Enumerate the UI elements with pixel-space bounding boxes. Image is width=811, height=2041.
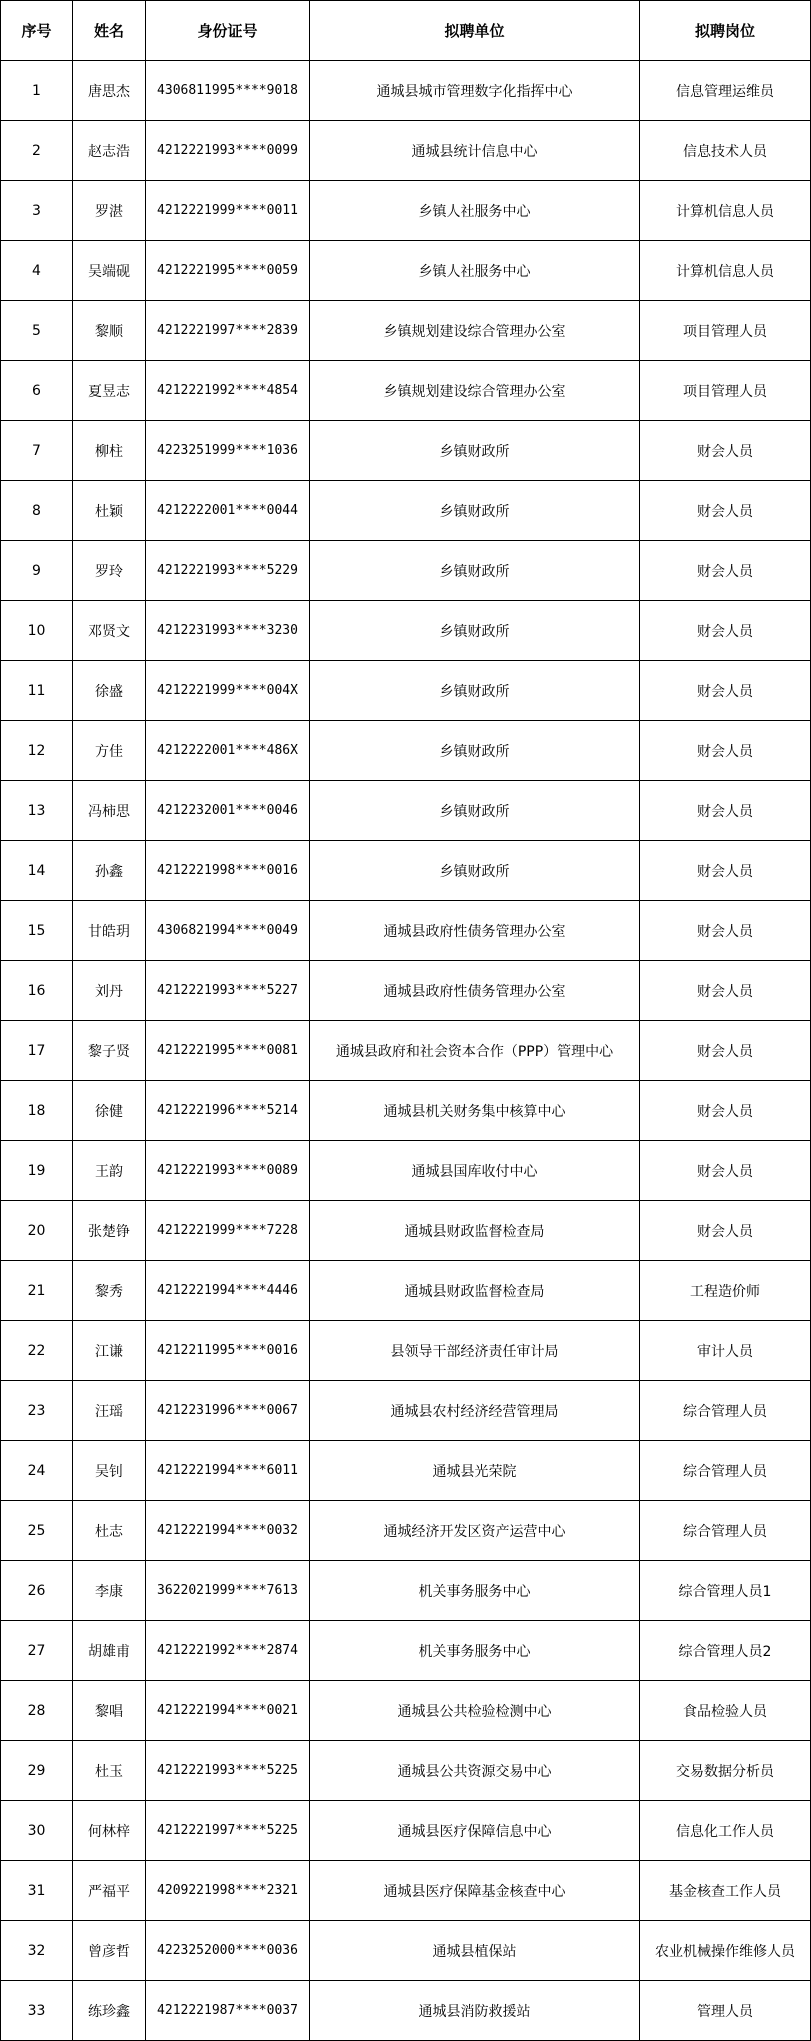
table-row [1, 541, 811, 601]
cell-name: 徐盛 [73, 661, 146, 721]
table-row [1, 1441, 811, 1501]
cell-hiring-unit: 乡镇财政所 [310, 721, 640, 781]
cell-id-number: 4306821994****0049 [146, 901, 310, 961]
cell-id-number: 4212222001****486X [146, 721, 310, 781]
table-row [1, 181, 811, 241]
cell-hiring-unit: 乡镇财政所 [310, 841, 640, 901]
header-row [1, 1, 811, 61]
cell-hiring-unit: 乡镇规划建设综合管理办公室 [310, 301, 640, 361]
cell-hiring-post: 农业机械操作维修人员 [640, 1921, 811, 1981]
cell-name: 刘丹 [73, 961, 146, 1021]
table-header [1, 1, 811, 61]
cell-id-number: 4212232001****0046 [146, 781, 310, 841]
table-row [1, 1561, 811, 1621]
table-row [1, 1381, 811, 1441]
cell-name: 江谦 [73, 1321, 146, 1381]
cell-serial-no: 3 [1, 181, 73, 241]
cell-serial-no: 17 [1, 1021, 73, 1081]
table-row [1, 1741, 811, 1801]
cell-hiring-post: 基金核查工作人员 [640, 1861, 811, 1921]
header-name: 姓名 [73, 1, 146, 61]
cell-hiring-post: 综合管理人员 [640, 1501, 811, 1561]
cell-hiring-unit: 机关事务服务中心 [310, 1561, 640, 1621]
cell-serial-no: 26 [1, 1561, 73, 1621]
cell-name: 吴钊 [73, 1441, 146, 1501]
cell-hiring-unit: 通城县公共检验检测中心 [310, 1681, 640, 1741]
cell-name: 邓贤文 [73, 601, 146, 661]
table-row [1, 901, 811, 961]
cell-id-number: 4212221987****0037 [146, 1981, 310, 2041]
cell-hiring-post: 财会人员 [640, 841, 811, 901]
cell-hiring-unit: 乡镇财政所 [310, 421, 640, 481]
cell-serial-no: 28 [1, 1681, 73, 1741]
cell-hiring-unit: 通城县财政监督检查局 [310, 1201, 640, 1261]
cell-id-number: 4212221992****4854 [146, 361, 310, 421]
cell-id-number: 4212221993****5229 [146, 541, 310, 601]
cell-name: 练珍鑫 [73, 1981, 146, 2041]
cell-hiring-unit: 通城县光荣院 [310, 1441, 640, 1501]
cell-serial-no: 16 [1, 961, 73, 1021]
cell-hiring-unit: 县领导干部经济责任审计局 [310, 1321, 640, 1381]
cell-hiring-unit: 通城县医疗保障基金核查中心 [310, 1861, 640, 1921]
cell-id-number: 4212221999****0011 [146, 181, 310, 241]
cell-hiring-unit: 通城县消防救援站 [310, 1981, 640, 2041]
table-row [1, 301, 811, 361]
header-id-number: 身份证号 [146, 1, 310, 61]
cell-serial-no: 33 [1, 1981, 73, 2041]
cell-id-number: 4223251999****1036 [146, 421, 310, 481]
header-hiring-post: 拟聘岗位 [640, 1, 811, 61]
table-row [1, 361, 811, 421]
cell-serial-no: 15 [1, 901, 73, 961]
cell-hiring-post: 计算机信息人员 [640, 241, 811, 301]
cell-id-number: 4212222001****0044 [146, 481, 310, 541]
cell-id-number: 4306811995****9018 [146, 61, 310, 121]
cell-hiring-post: 财会人员 [640, 421, 811, 481]
cell-serial-no: 21 [1, 1261, 73, 1321]
table-row [1, 1321, 811, 1381]
cell-name: 严福平 [73, 1861, 146, 1921]
table-row [1, 121, 811, 181]
cell-id-number: 4212221999****004X [146, 661, 310, 721]
cell-serial-no: 29 [1, 1741, 73, 1801]
table-row [1, 721, 811, 781]
cell-serial-no: 22 [1, 1321, 73, 1381]
cell-id-number: 4212221994****4446 [146, 1261, 310, 1321]
cell-serial-no: 10 [1, 601, 73, 661]
table-row [1, 61, 811, 121]
cell-id-number: 4212221993****0099 [146, 121, 310, 181]
cell-hiring-post: 财会人员 [640, 901, 811, 961]
cell-name: 汪瑶 [73, 1381, 146, 1441]
cell-name: 吴端砚 [73, 241, 146, 301]
cell-hiring-post: 财会人员 [640, 481, 811, 541]
cell-hiring-unit: 通城县政府性债务管理办公室 [310, 961, 640, 1021]
cell-serial-no: 25 [1, 1501, 73, 1561]
cell-hiring-unit: 通城县公共资源交易中心 [310, 1741, 640, 1801]
cell-name: 张楚铮 [73, 1201, 146, 1261]
cell-hiring-unit: 通城县机关财务集中核算中心 [310, 1081, 640, 1141]
cell-id-number: 4212221996****5214 [146, 1081, 310, 1141]
cell-id-number: 4212221994****0032 [146, 1501, 310, 1561]
cell-name: 赵志浩 [73, 121, 146, 181]
cell-hiring-post: 财会人员 [640, 781, 811, 841]
table-row [1, 481, 811, 541]
cell-hiring-unit: 乡镇规划建设综合管理办公室 [310, 361, 640, 421]
cell-name: 夏昱志 [73, 361, 146, 421]
cell-name: 杜玉 [73, 1741, 146, 1801]
cell-hiring-post: 管理人员 [640, 1981, 811, 2041]
cell-hiring-post: 交易数据分析员 [640, 1741, 811, 1801]
cell-name: 王韵 [73, 1141, 146, 1201]
cell-serial-no: 19 [1, 1141, 73, 1201]
cell-serial-no: 20 [1, 1201, 73, 1261]
cell-name: 罗玲 [73, 541, 146, 601]
cell-hiring-unit: 乡镇财政所 [310, 481, 640, 541]
cell-id-number: 4212221993****0089 [146, 1141, 310, 1201]
table-row [1, 1801, 811, 1861]
table-row [1, 781, 811, 841]
cell-serial-no: 8 [1, 481, 73, 541]
cell-hiring-post: 财会人员 [640, 721, 811, 781]
cell-name: 柳柱 [73, 421, 146, 481]
cell-hiring-post: 食品检验人员 [640, 1681, 811, 1741]
cell-name: 杜志 [73, 1501, 146, 1561]
cell-hiring-post: 信息化工作人员 [640, 1801, 811, 1861]
table-row [1, 1621, 811, 1681]
cell-serial-no: 23 [1, 1381, 73, 1441]
cell-id-number: 4212221993****5225 [146, 1741, 310, 1801]
cell-hiring-unit: 通城县政府性债务管理办公室 [310, 901, 640, 961]
cell-hiring-unit: 通城县国库收付中心 [310, 1141, 640, 1201]
table-row [1, 1141, 811, 1201]
table-row [1, 601, 811, 661]
cell-id-number: 4223252000****0036 [146, 1921, 310, 1981]
cell-hiring-post: 财会人员 [640, 661, 811, 721]
table-row [1, 1681, 811, 1741]
cell-id-number: 4212221994****0021 [146, 1681, 310, 1741]
cell-id-number: 4212221999****7228 [146, 1201, 310, 1261]
table-row [1, 1261, 811, 1321]
table-row [1, 1981, 811, 2041]
cell-hiring-post: 财会人员 [640, 1141, 811, 1201]
header-hiring-unit: 拟聘单位 [310, 1, 640, 61]
cell-serial-no: 1 [1, 61, 73, 121]
table-body [1, 61, 811, 2041]
cell-name: 罗湛 [73, 181, 146, 241]
cell-hiring-post: 综合管理人员 [640, 1381, 811, 1441]
cell-hiring-unit: 乡镇财政所 [310, 541, 640, 601]
cell-serial-no: 9 [1, 541, 73, 601]
cell-hiring-unit: 通城经济开发区资产运营中心 [310, 1501, 640, 1561]
cell-id-number: 4212211995****0016 [146, 1321, 310, 1381]
cell-serial-no: 27 [1, 1621, 73, 1681]
cell-serial-no: 12 [1, 721, 73, 781]
cell-hiring-unit: 乡镇人社服务中心 [310, 181, 640, 241]
table-row [1, 1921, 811, 1981]
cell-serial-no: 24 [1, 1441, 73, 1501]
table-row [1, 961, 811, 1021]
cell-id-number: 4212231993****3230 [146, 601, 310, 661]
cell-hiring-unit: 通城县城市管理数字化指挥中心 [310, 61, 640, 121]
cell-name: 孙鑫 [73, 841, 146, 901]
cell-hiring-unit: 乡镇财政所 [310, 601, 640, 661]
cell-serial-no: 30 [1, 1801, 73, 1861]
cell-hiring-unit: 通城县统计信息中心 [310, 121, 640, 181]
cell-id-number: 4212221995****0059 [146, 241, 310, 301]
cell-name: 黎唱 [73, 1681, 146, 1741]
cell-name: 黎子贤 [73, 1021, 146, 1081]
cell-name: 何林梓 [73, 1801, 146, 1861]
cell-hiring-post: 财会人员 [640, 1081, 811, 1141]
table-row [1, 661, 811, 721]
cell-hiring-post: 信息技术人员 [640, 121, 811, 181]
cell-hiring-post: 工程造价师 [640, 1261, 811, 1321]
cell-id-number: 4209221998****2321 [146, 1861, 310, 1921]
cell-hiring-post: 财会人员 [640, 541, 811, 601]
cell-id-number: 4212221997****2839 [146, 301, 310, 361]
cell-id-number: 4212231996****0067 [146, 1381, 310, 1441]
cell-name: 李康 [73, 1561, 146, 1621]
cell-serial-no: 5 [1, 301, 73, 361]
cell-hiring-post: 财会人员 [640, 1021, 811, 1081]
cell-hiring-post: 综合管理人员1 [640, 1561, 811, 1621]
cell-id-number: 3622021999****7613 [146, 1561, 310, 1621]
table-row [1, 841, 811, 901]
cell-hiring-unit: 机关事务服务中心 [310, 1621, 640, 1681]
cell-name: 冯柿思 [73, 781, 146, 841]
cell-name: 方佳 [73, 721, 146, 781]
cell-hiring-unit: 通城县农村经济经营管理局 [310, 1381, 640, 1441]
cell-name: 曾彦哲 [73, 1921, 146, 1981]
cell-hiring-unit: 通城县财政监督检查局 [310, 1261, 640, 1321]
cell-serial-no: 18 [1, 1081, 73, 1141]
cell-hiring-post: 项目管理人员 [640, 301, 811, 361]
table-row [1, 1021, 811, 1081]
cell-id-number: 4212221998****0016 [146, 841, 310, 901]
cell-hiring-unit: 乡镇财政所 [310, 781, 640, 841]
cell-serial-no: 13 [1, 781, 73, 841]
cell-serial-no: 32 [1, 1921, 73, 1981]
table-row [1, 1501, 811, 1561]
cell-serial-no: 4 [1, 241, 73, 301]
cell-serial-no: 31 [1, 1861, 73, 1921]
cell-serial-no: 6 [1, 361, 73, 421]
cell-hiring-post: 项目管理人员 [640, 361, 811, 421]
cell-serial-no: 7 [1, 421, 73, 481]
cell-name: 杜颖 [73, 481, 146, 541]
cell-serial-no: 14 [1, 841, 73, 901]
cell-id-number: 4212221993****5227 [146, 961, 310, 1021]
cell-hiring-post: 财会人员 [640, 961, 811, 1021]
cell-hiring-unit: 通城县医疗保障信息中心 [310, 1801, 640, 1861]
header-serial-no: 序号 [1, 1, 73, 61]
cell-id-number: 4212221995****0081 [146, 1021, 310, 1081]
cell-id-number: 4212221997****5225 [146, 1801, 310, 1861]
cell-serial-no: 11 [1, 661, 73, 721]
cell-id-number: 4212221994****6011 [146, 1441, 310, 1501]
cell-hiring-unit: 通城县植保站 [310, 1921, 640, 1981]
cell-serial-no: 2 [1, 121, 73, 181]
cell-hiring-post: 计算机信息人员 [640, 181, 811, 241]
cell-name: 唐思杰 [73, 61, 146, 121]
cell-hiring-post: 综合管理人员 [640, 1441, 811, 1501]
cell-hiring-post: 财会人员 [640, 601, 811, 661]
cell-hiring-post: 财会人员 [640, 1201, 811, 1261]
cell-name: 甘皓玥 [73, 901, 146, 961]
table-row [1, 421, 811, 481]
cell-name: 徐健 [73, 1081, 146, 1141]
cell-hiring-post: 综合管理人员2 [640, 1621, 811, 1681]
cell-hiring-unit: 乡镇财政所 [310, 661, 640, 721]
cell-hiring-post: 信息管理运维员 [640, 61, 811, 121]
cell-name: 黎顺 [73, 301, 146, 361]
cell-name: 黎秀 [73, 1261, 146, 1321]
cell-hiring-post: 审计人员 [640, 1321, 811, 1381]
table-row [1, 241, 811, 301]
cell-hiring-unit: 乡镇人社服务中心 [310, 241, 640, 301]
table-row [1, 1081, 811, 1141]
cell-id-number: 4212221992****2874 [146, 1621, 310, 1681]
cell-name: 胡雄甫 [73, 1621, 146, 1681]
table-row [1, 1861, 811, 1921]
table-row [1, 1201, 811, 1261]
cell-hiring-unit: 通城县政府和社会资本合作（PPP）管理中心 [310, 1021, 640, 1081]
